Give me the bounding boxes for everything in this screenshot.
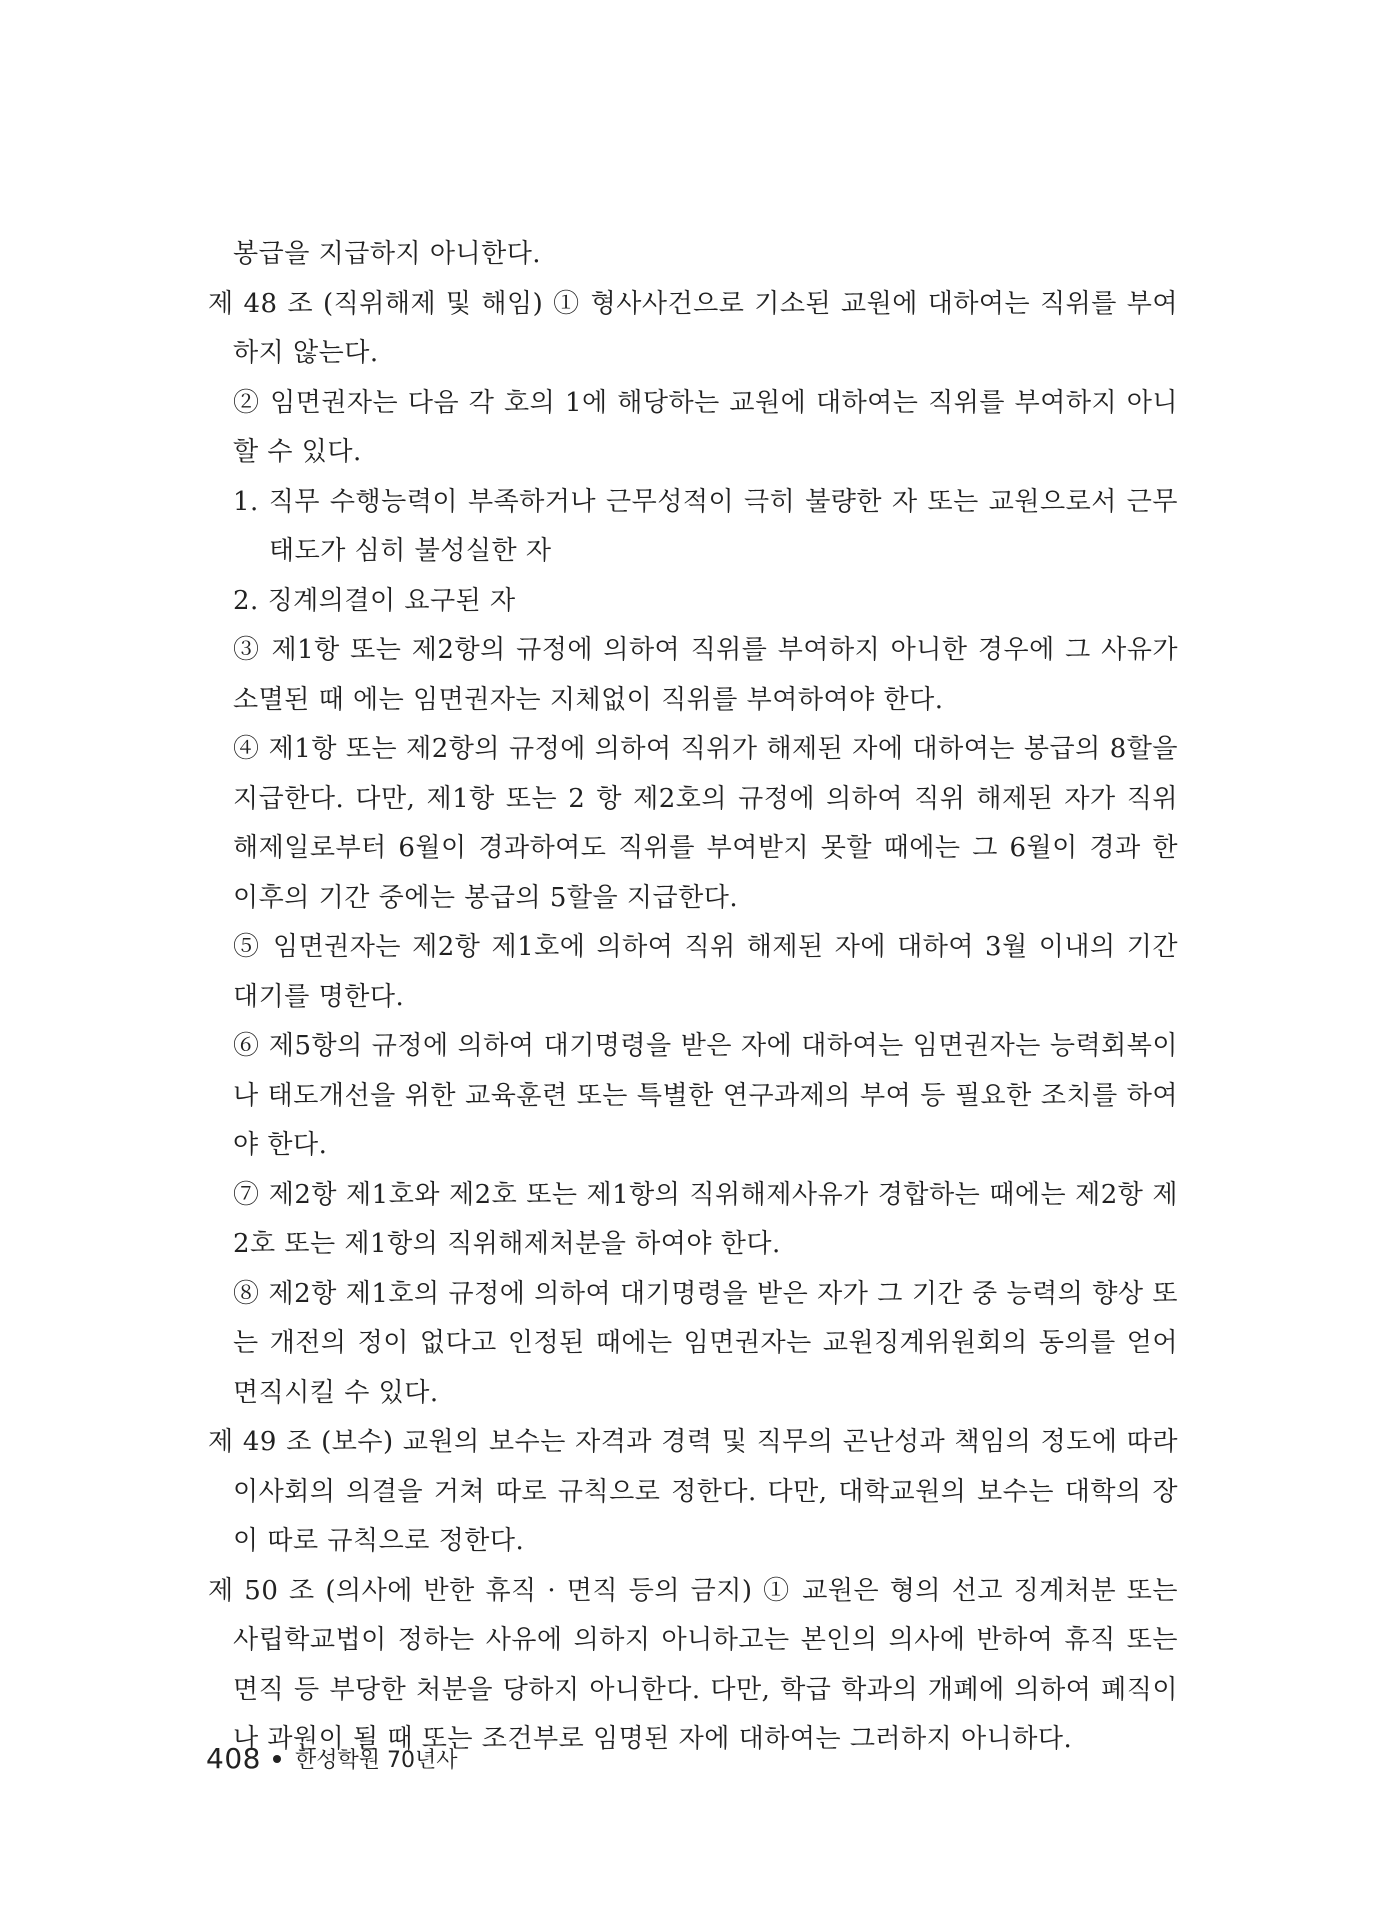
page-footer [206, 1742, 457, 1775]
article-48-item-2: 2. 징계의결이 요구된 자 [233, 585, 516, 616]
article-48: 제 48 조 (직위해제 및 해임) ① 형사사건으로 기소된 교원에 대하여는 직위를 부여 하지 않는다. [208, 288, 1178, 368]
article-48-para-2: ② 임면권자는 다음 각 호의 1에 해당하는 교원에 대하여는 직위를 부여하지 아니 할 수 있다. [233, 387, 1178, 467]
article-48-para-3: ③ 제1항 또는 제2항의 규정에 의하여 직위를 부여하지 아니한 경우에 그 사유가 소멸된 때 에는 임면권자는 지체없이 직위를 부여하여야 한다. [233, 635, 1178, 715]
page-number: 408 [206, 1742, 261, 1775]
article-48-para-7: ⑦ 제2항 제1호와 제2호 또는 제1항의 직위해제사유가 경합하는 때에는 제2항 제2호 또는 제1항의 직위해제처분을 하여야 한다. [233, 1179, 1178, 1259]
article-48-item-1: 1. 직무 수행능력이 부족하거나 근무성적이 극히 불량한 자 또는 교원으로서 근무태도가 심히 불성실한 자 [233, 486, 1178, 566]
continued-text: 봉급을 지급하지 아니한다. [233, 239, 542, 269]
article-48-para-6: ⑥ 제5항의 규정에 의하여 대기명령을 받은 자에 대하여는 임면권자는 능력회복이나 태도개선을 위한 교육훈련 또는 특별한 연구과제의 부여 등 필요한 조치를 하여야 한다. [233, 1031, 1178, 1160]
article-48-para-5: ⑤ 임면권자는 제2항 제1호에 의하여 직위 해제된 자에 대하여 3월 이내의 기간 대기를 명한다. [233, 932, 1178, 1012]
book-title: 한성학원 70년사 [294, 1748, 458, 1773]
article-50: 제 50 조 (의사에 반한 휴직 · 면직 등의 금지) ① 교원은 형의 선고 징계처분 또는 사립학교법이 정하는 사유에 의하지 아니하고는 본인의 의사에 반하여 휴직 또는 면직 등 부당한 처분을 당하지 아니한다. 다만, 학급 학과의 개폐에 의하여 폐직이나 과원이 될 때 또는 조건부로 임명된 자에 대하여는 그러하지 아니하다. [208, 1575, 1178, 1754]
article-49: 제 49 조 (보수) 교원의 보수는 자격과 경력 및 직무의 곤난성과 책임의 정도에 따라 이사회의 의결을 거쳐 따로 규칙으로 정한다. 다만, 대학교원의 보수는 대학의 장이 따로 규칙으로 정한다. [208, 1427, 1178, 1556]
article-48-para-4: ④ 제1항 또는 제2항의 규정에 의하여 직위가 해제된 자에 대하여는 봉급의 8할을 지급한다. 다만, 제1항 또는 2 항 제2호의 규정에 의하여 직위 해제된 자가 직위 해제일로부터 6월이 경과하여도 직위를 부여받지 못할 때에는 그 6월이 경과 한 이후의 기간 중에는 봉급의 5할을 지급한다. [233, 734, 1178, 913]
body-text [208, 230, 1178, 1765]
article-48-para-8: ⑧ 제2항 제1호의 규정에 의하여 대기명령을 받은 자가 그 기간 중 능력의 향상 또는 개전의 정이 없다고 인정된 때에는 임면권자는 교원징계위원회의 동의를 얻어 면직시킬 수 있다. [233, 1278, 1178, 1408]
bullet-separator-icon [273, 1755, 281, 1763]
